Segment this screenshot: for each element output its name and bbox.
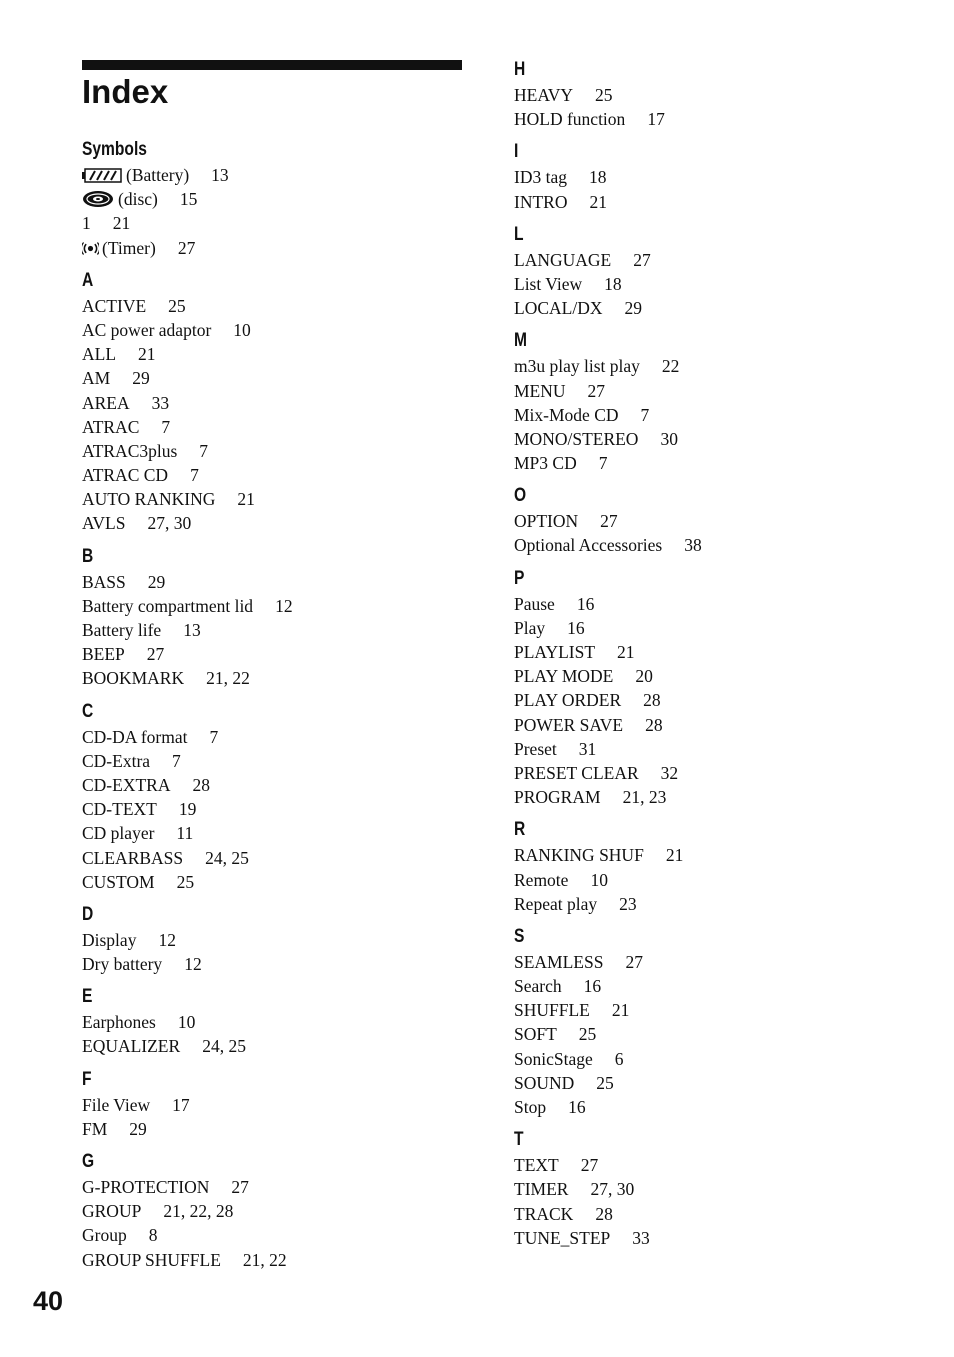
index-section-a — [82, 268, 482, 536]
index-term: AM — [82, 368, 111, 389]
page-reference: 7 — [190, 465, 199, 486]
index-entry — [514, 1047, 914, 1071]
index-term: RANKING SHUF — [514, 845, 644, 866]
index-entry — [82, 1199, 482, 1223]
index-entry — [82, 1034, 482, 1058]
title-rule — [82, 60, 462, 70]
index-term: Mix-Mode CD — [514, 404, 619, 425]
section-heading: T — [514, 1129, 524, 1151]
index-term: EQUALIZER — [82, 1036, 181, 1057]
index-term: ID3 tag — [514, 167, 567, 188]
index-entry — [514, 403, 914, 427]
index-column-left — [82, 137, 482, 1280]
index-term: SEAMLESS — [514, 951, 604, 972]
index-entry — [82, 236, 482, 260]
page-reference: 21 — [589, 191, 607, 212]
index-term: AUTO RANKING — [82, 489, 216, 510]
page-reference: 23 — [619, 893, 637, 914]
page-reference: 27 — [625, 951, 643, 972]
index-entry — [82, 928, 482, 952]
index-entry — [514, 1226, 914, 1250]
index-term: POWER SAVE — [514, 714, 624, 735]
index-term: (Battery) — [126, 165, 190, 185]
index-term: ALL — [82, 344, 117, 365]
page-reference: 31 — [578, 738, 597, 759]
page-reference: 38 — [684, 535, 702, 556]
index-entry — [514, 272, 914, 296]
index-term: PROGRAM — [514, 787, 601, 808]
index-term: Dry battery — [82, 954, 163, 975]
page-reference: 15 — [179, 189, 198, 210]
index-entry — [82, 439, 482, 463]
index-term: SOFT — [514, 1024, 557, 1045]
page-reference: 21, 23 — [622, 787, 667, 808]
page-reference: 27 — [177, 237, 196, 258]
index-term: TRACK — [514, 1203, 574, 1224]
index-term: PLAYLIST — [514, 642, 596, 662]
index-term: INTRO — [514, 191, 568, 212]
section-heading: A — [82, 269, 94, 291]
index-term: OPTION — [514, 511, 579, 532]
index-section-m — [514, 328, 914, 475]
page-reference: 11 — [176, 823, 194, 844]
index-entry — [82, 318, 482, 342]
index-entry — [514, 974, 914, 998]
index-entry — [514, 868, 914, 892]
index-entry — [82, 211, 482, 235]
section-heading: F — [82, 1068, 92, 1090]
index-term: HEAVY — [514, 85, 573, 105]
index-entry — [82, 725, 482, 749]
index-section-p — [514, 566, 914, 810]
page-reference: 6 — [614, 1048, 624, 1069]
index-entry — [82, 870, 482, 894]
page-reference: 18 — [588, 167, 607, 188]
index-entry — [514, 761, 914, 785]
index-term: MENU — [514, 380, 566, 401]
index-entry — [514, 616, 914, 640]
index-entry — [82, 487, 482, 511]
page-reference: 7 — [209, 726, 219, 747]
index-term: TEXT — [514, 1155, 559, 1176]
index-entry — [514, 843, 914, 867]
page-reference: 25 — [595, 85, 613, 105]
index-entry — [82, 1010, 482, 1034]
index-term: Battery compartment lid — [82, 595, 254, 616]
index-term: Stop — [514, 1097, 547, 1117]
index-section-b — [82, 544, 482, 691]
index-entry — [82, 1117, 482, 1141]
page-number: 40 — [33, 1286, 64, 1316]
page-reference: 7 — [640, 404, 650, 425]
page-reference: 29 — [129, 1118, 147, 1139]
index-entry — [82, 594, 482, 618]
index-term: LANGUAGE — [514, 249, 612, 270]
index-entry — [82, 294, 482, 318]
index-column-right — [514, 57, 914, 1258]
page-reference: 28 — [645, 714, 663, 735]
page-reference: 19 — [178, 799, 197, 820]
index-term: AVLS — [82, 513, 126, 534]
index-term: Earphones — [82, 1012, 156, 1033]
index-entry — [82, 797, 482, 821]
index-entry — [514, 190, 914, 214]
index-term: ATRAC CD — [82, 465, 169, 486]
index-section-l — [514, 222, 914, 321]
index-section-d — [82, 902, 482, 976]
index-term: CUSTOM — [82, 871, 155, 892]
page-reference: 16 — [576, 593, 595, 614]
index-term: File View — [82, 1094, 151, 1115]
page-reference: 32 — [660, 762, 679, 783]
index-term: TUNE_STEP — [514, 1227, 611, 1248]
index-term: LOCAL/DX — [514, 298, 603, 319]
index-term: (disc) — [118, 189, 158, 210]
index-entry — [514, 296, 914, 320]
index-entry — [514, 737, 914, 761]
page-reference: 29 — [624, 298, 642, 319]
index-term: 1 — [82, 213, 91, 234]
section-heading: P — [514, 567, 525, 589]
index-term: CD-TEXT — [82, 799, 157, 820]
index-term: FM — [82, 1118, 108, 1139]
index-term: HOLD function — [514, 109, 626, 130]
index-entry — [514, 83, 914, 107]
index-term: SHUFFLE — [514, 1000, 590, 1021]
index-entry — [514, 950, 914, 974]
page-reference: 16 — [568, 1097, 586, 1117]
index-section-h — [514, 57, 914, 131]
index-entry — [514, 165, 914, 189]
index-term: CD player — [82, 823, 155, 844]
index-term: List View — [514, 273, 583, 294]
page-reference: 22 — [661, 356, 680, 377]
index-section-s — [514, 924, 914, 1119]
index-entry — [82, 773, 482, 797]
index-term: AC power adaptor — [82, 319, 212, 340]
index-entry — [514, 1022, 914, 1046]
index-entry — [514, 664, 914, 688]
index-entry — [514, 107, 914, 131]
page-reference: 13 — [183, 620, 201, 640]
index-entry — [514, 892, 914, 916]
battery-icon — [82, 165, 122, 189]
index-term: CD-Extra — [82, 750, 151, 771]
index-term: PRESET CLEAR — [514, 762, 639, 783]
page-reference: 12 — [275, 595, 293, 616]
index-entry — [82, 511, 482, 535]
index-term: SOUND — [514, 1072, 575, 1093]
index-entry — [514, 1095, 914, 1119]
index-entry — [514, 1153, 914, 1177]
index-term: G-PROTECTION — [82, 1177, 210, 1197]
page-reference: 8 — [148, 1225, 158, 1246]
index-section-i — [514, 139, 914, 213]
index-term: PLAY MODE — [514, 666, 614, 687]
section-heading: S — [514, 925, 525, 947]
section-heading: R — [514, 819, 526, 841]
index-term: Play — [514, 617, 546, 638]
index-entry — [514, 509, 914, 533]
index-term: AREA — [82, 392, 130, 413]
index-section-c — [82, 699, 482, 894]
page-reference: 7 — [172, 750, 181, 771]
page-reference: 24, 25 — [202, 1036, 246, 1057]
index-entry — [514, 592, 914, 616]
page-reference: 12 — [158, 929, 176, 950]
index-entry — [514, 379, 914, 403]
index-entry — [514, 1177, 914, 1201]
index-entry — [82, 618, 482, 642]
page-reference: 13 — [211, 165, 229, 185]
index-term: GROUP — [82, 1201, 142, 1222]
page-reference: 21 — [665, 845, 684, 866]
index-term: CD-DA format — [82, 726, 188, 747]
index-section-r — [514, 817, 914, 916]
index-entry — [82, 415, 482, 439]
index-term: (Timer) — [102, 237, 156, 258]
index-term: m3u play list play — [514, 356, 640, 377]
index-term: Remote — [514, 869, 569, 890]
section-heading: G — [82, 1151, 95, 1172]
index-entry — [514, 451, 914, 475]
index-entry — [82, 391, 482, 415]
page-reference: 24, 25 — [205, 847, 249, 868]
page-reference: 21, 22 — [206, 668, 250, 689]
page-reference: 29 — [147, 571, 166, 592]
index-entry — [514, 533, 914, 557]
page-reference: 16 — [583, 976, 602, 997]
index-term: BEEP — [82, 644, 125, 665]
index-term: MP3 CD — [514, 453, 577, 474]
page-reference: 27 — [633, 249, 651, 270]
section-heading: H — [514, 59, 526, 80]
index-entry — [514, 998, 914, 1022]
page-reference: 27, 30 — [590, 1179, 635, 1200]
page-reference: 25 — [168, 295, 186, 316]
index-section-e — [82, 984, 482, 1058]
index-entry — [82, 1175, 482, 1199]
page-reference: 25 — [578, 1024, 597, 1045]
index-term: Optional Accessories — [514, 535, 663, 556]
index-entry — [82, 952, 482, 976]
page-reference: 21 — [617, 642, 635, 662]
index-term: Repeat play — [514, 893, 598, 914]
page-reference: 17 — [172, 1094, 190, 1115]
index-term: TIMER — [514, 1179, 569, 1200]
page-reference: 21 — [611, 1000, 630, 1021]
section-heading: I — [514, 141, 519, 163]
index-entry — [514, 713, 914, 737]
index-section-f — [82, 1067, 482, 1141]
page-reference: 29 — [132, 368, 150, 389]
index-entry — [82, 1223, 482, 1247]
page-reference: 12 — [184, 954, 202, 975]
page-reference: 16 — [567, 617, 585, 638]
index-entry — [514, 427, 914, 451]
index-entry — [82, 163, 482, 187]
index-entry — [82, 342, 482, 366]
page-reference: 18 — [604, 273, 622, 294]
page-reference: 21 — [138, 344, 156, 365]
section-heading: O — [514, 485, 527, 507]
page-reference: 27 — [600, 511, 618, 532]
page-reference: 28 — [192, 774, 210, 795]
page-title: Index — [82, 73, 169, 110]
index-entry — [514, 1071, 914, 1095]
index-section-t — [514, 1127, 914, 1250]
page-reference: 17 — [647, 109, 665, 130]
page-reference: 27 — [231, 1177, 249, 1197]
index-term: Preset — [514, 738, 557, 759]
index-section-g — [82, 1149, 482, 1272]
index-term: Display — [82, 929, 137, 950]
index-section-symbols — [82, 137, 482, 260]
page-reference: 30 — [660, 428, 678, 449]
index-entry — [514, 354, 914, 378]
index-entry — [514, 248, 914, 272]
index-entry — [82, 187, 482, 211]
section-heading: M — [514, 330, 527, 352]
index-term: BOOKMARK — [82, 668, 185, 689]
index-term: CLEARBASS — [82, 847, 184, 868]
page-reference: 10 — [233, 319, 251, 340]
section-heading: D — [82, 903, 94, 925]
page-reference: 20 — [635, 666, 653, 687]
index-entry — [514, 688, 914, 712]
index-section-o — [514, 483, 914, 557]
page-reference: 7 — [598, 453, 608, 474]
index-term: CD-EXTRA — [82, 774, 171, 795]
page-reference: 21, 22, 28 — [163, 1201, 234, 1222]
section-heading: C — [82, 700, 94, 722]
page-reference: 27 — [587, 380, 606, 401]
index-entry — [82, 642, 482, 666]
page-reference: 33 — [151, 392, 170, 413]
index-entry — [82, 1093, 482, 1117]
section-heading: Symbols — [82, 139, 147, 160]
index-entry — [514, 640, 914, 664]
index-term: Pause — [514, 593, 555, 614]
page-reference: 21 — [237, 489, 255, 510]
index-term: ACTIVE — [82, 295, 147, 316]
page-reference: 21, 22 — [242, 1249, 287, 1270]
page-reference: 7 — [199, 440, 209, 461]
section-heading: B — [82, 545, 94, 567]
index-term: ATRAC3plus — [82, 440, 178, 461]
page-reference: 25 — [176, 871, 195, 892]
index-term: Battery life — [82, 620, 162, 640]
index-term: ATRAC — [82, 416, 140, 437]
section-heading: E — [82, 986, 93, 1008]
index-term: GROUP SHUFFLE — [82, 1249, 221, 1270]
page-reference: 10 — [590, 869, 608, 890]
index-entry — [82, 570, 482, 594]
index-term: BASS — [82, 571, 126, 592]
page-reference: 27 — [580, 1155, 599, 1176]
index-entry — [82, 463, 482, 487]
index-term: MONO/STEREO — [514, 428, 639, 449]
index-entry — [82, 366, 482, 390]
timer-icon — [82, 237, 99, 261]
section-heading: L — [514, 223, 524, 245]
page-reference: 28 — [595, 1203, 613, 1224]
page-reference: 27, 30 — [147, 513, 192, 534]
index-entry — [82, 749, 482, 773]
page-reference: 10 — [177, 1012, 196, 1033]
index-entry — [82, 821, 482, 845]
index-entry — [82, 1248, 482, 1272]
index-entry — [82, 666, 482, 690]
page-reference: 27 — [146, 644, 165, 665]
index-term: Group — [82, 1225, 127, 1246]
page-reference: 25 — [596, 1072, 614, 1093]
page-reference: 28 — [643, 690, 661, 711]
index-entry — [514, 785, 914, 809]
page-reference: 21 — [112, 213, 131, 234]
index-term: Search — [514, 976, 562, 997]
page-reference: 33 — [632, 1227, 650, 1248]
page-reference: 7 — [161, 416, 171, 437]
index-entry — [514, 1202, 914, 1226]
index-entry — [82, 846, 482, 870]
index-term: PLAY ORDER — [514, 690, 622, 711]
index-term: SonicStage — [514, 1048, 593, 1069]
